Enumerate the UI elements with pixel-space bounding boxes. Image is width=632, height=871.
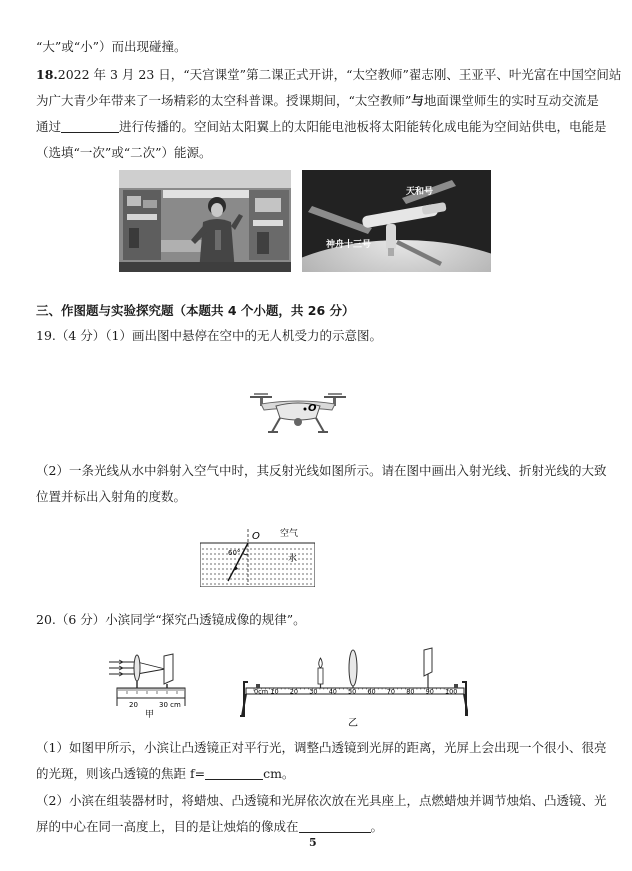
q20-head: 20.（6 分）小滨同学“探究凸透镜成像的规律”。 <box>36 612 306 627</box>
drone-figure <box>246 390 350 440</box>
q19-p2-line1: （2）一条光线从水中斜射入空气中时，其反射光线如图所示。请在图中画出入射光线、折射光线的大致 <box>36 463 607 478</box>
q20-p1-text2a: 的光斑，则该凸透镜的焦距 f= <box>36 766 206 781</box>
q20-p2-line2 <box>36 818 383 836</box>
shenzhou-label: 神舟十三号 <box>326 240 372 250</box>
q18-text4: （选填“一次”或“二次”）能源。 <box>36 145 212 160</box>
angle-label: 60° <box>228 549 241 557</box>
yi-tick-label: 90 <box>425 687 434 696</box>
air-label: 空气 <box>280 529 299 539</box>
section-title: 三、作图题与实验探究题（本题共 4 个小题，共 26 分） <box>36 303 355 318</box>
q18-line4 <box>36 144 212 162</box>
refraction-figure <box>200 525 315 591</box>
focal-length-blank[interactable] <box>205 767 263 780</box>
yi-tick-label: 40 <box>328 687 337 696</box>
q18-number: 18. <box>36 67 58 82</box>
yi-tick-label: 60 <box>367 687 376 696</box>
q19-p2-line2: 位置并标出入射角的度数。 <box>36 489 187 504</box>
yi-tick-label: 70 <box>386 687 396 696</box>
yi-tick-label: 20 <box>289 687 299 696</box>
image-position-blank[interactable] <box>299 820 371 833</box>
yi-tick-label: 100 <box>445 687 458 696</box>
q18-line1 <box>36 66 621 84</box>
yi-tick-label: 50 <box>348 687 357 696</box>
q18-blank1[interactable] <box>61 120 119 133</box>
q18-line2 <box>36 92 599 110</box>
q18-text3b: 进行传播的。空间站太阳翼上的太阳能电池板将太阳能转化成电能为空间站供电，电能是 <box>119 119 607 134</box>
q18-text2c: 地面课堂师生的实时互动交流是 <box>423 93 599 108</box>
tianhe-label: 天和号 <box>406 187 434 197</box>
yi-tick-label: 80 <box>406 687 415 696</box>
yi-tick-label: 30 <box>309 687 318 696</box>
q20-p2-line1: （2）小滨在组装器材时，将蜡烛、凸透镜和光屏依次放在光具座上，点燃蜡烛并调节烛焰、凸透镜、光 <box>36 793 607 808</box>
q17-tail: “大”或“小”）而出现碰撞。 <box>36 39 187 54</box>
q18-line3 <box>36 118 607 136</box>
page-number: 5 <box>309 836 317 849</box>
drone-point-label: O <box>308 403 317 414</box>
q18-text2b: 与 <box>411 93 424 108</box>
water-label: 水 <box>288 554 298 564</box>
q19-head: 19.（4 分）（1）画出图中悬停在空中的无人机受力的示意图。 <box>36 328 383 343</box>
q18-text2a: 为广大青少年带来了一场精彩的太空科普课。授课期间，“太空教师” <box>36 93 412 108</box>
q18-text3a: 通过 <box>36 119 62 134</box>
yi-label: 乙 <box>348 718 358 729</box>
q20-p2-text2a: 屏的中心在同一高度上，目的是让烛焰的像成在 <box>36 819 299 834</box>
figure-yi <box>240 646 468 740</box>
q18-text1: 2022 年 3 月 23 日，“天宫课堂”第二课正式开讲，“太空教师”翟志刚、王亚平、叶光富在中国空间站 <box>57 67 622 82</box>
jia-tick-30: 30 cm <box>159 701 181 709</box>
yi-tick-label: 0cm <box>254 687 269 696</box>
jia-tick-20: 20 <box>129 701 138 709</box>
point-o-label: O <box>252 531 260 542</box>
space-station-photo <box>302 170 491 272</box>
q20-p2-text2b: 。 <box>370 819 384 834</box>
figure-jia <box>107 652 189 722</box>
q20-p1-line2 <box>36 765 294 783</box>
q20-p1-text2b: cm。 <box>263 766 295 781</box>
astronaut-photo <box>119 170 291 272</box>
yi-tick-label: 10 <box>270 687 279 696</box>
q20-p1-line1: （1）如图甲所示，小滨让凸透镜正对平行光，调整凸透镜到光屏的距离，光屏上会出现一个很小、很亮 <box>36 740 607 755</box>
jia-label: 甲 <box>145 710 155 718</box>
